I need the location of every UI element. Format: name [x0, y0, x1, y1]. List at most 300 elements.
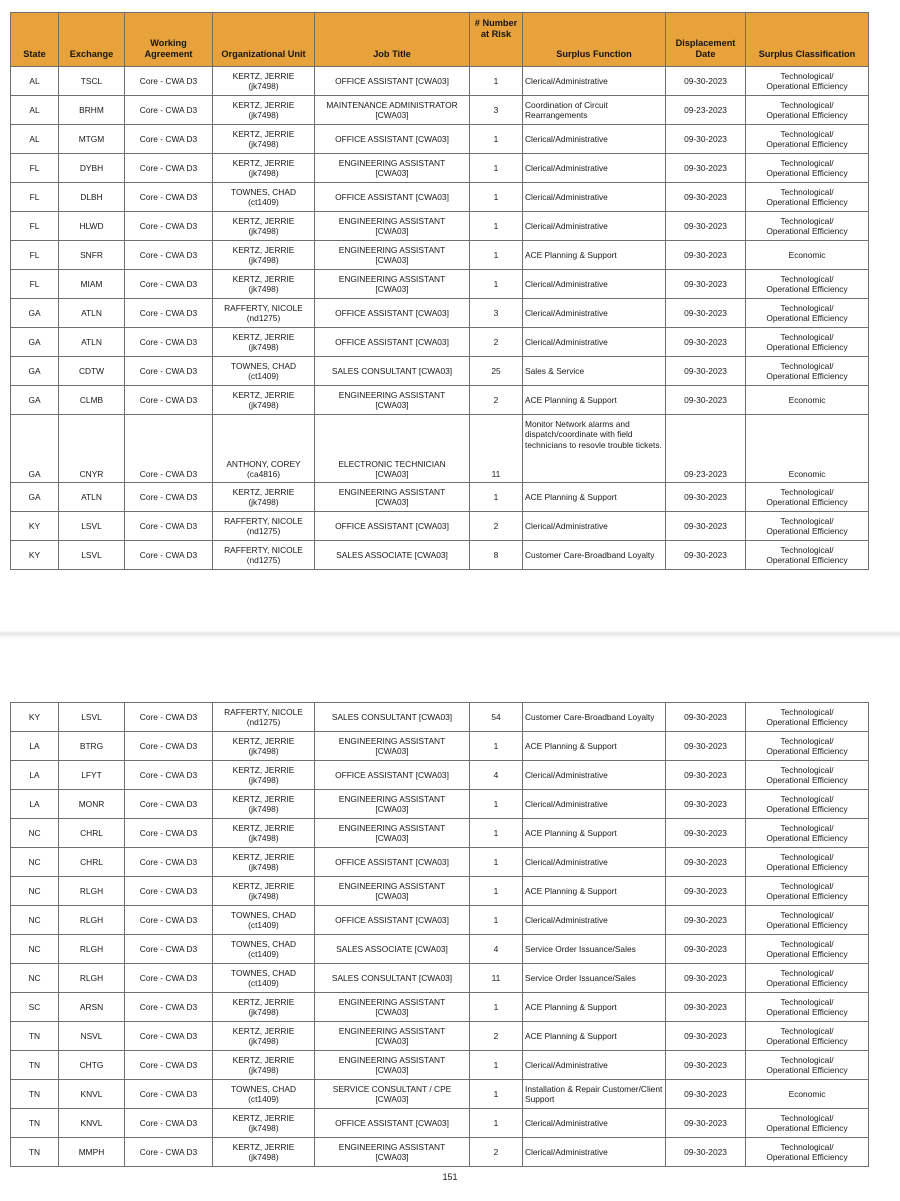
- surplus-function-text: ACE Planning & Support: [525, 827, 617, 838]
- cell-organizational-unit: [213, 67, 315, 96]
- cell-surplus-classification: [746, 848, 869, 877]
- cell-number-at-risk: 3: [470, 299, 523, 328]
- cell-working-agreement: Core - CWA D3: [125, 212, 213, 241]
- job-title-line1: OFFICE ASSISTANT [CWA03]: [335, 769, 449, 780]
- cell-number-at-risk: 1: [470, 125, 523, 154]
- cell-organizational-unit: [213, 1022, 315, 1051]
- surplus-function-text: Service Order Issuance/Sales: [525, 972, 636, 983]
- surplus-classification-line1: Technological/: [780, 273, 834, 284]
- org-unit-id: (jk7498): [248, 1007, 279, 1017]
- org-unit-name: TOWNES, CHAD: [231, 1083, 296, 1094]
- cell-surplus-classification: [746, 790, 869, 819]
- table-row: [11, 1080, 869, 1109]
- cell-working-agreement: Core - CWA D3: [125, 1138, 213, 1167]
- cell-organizational-unit: [213, 964, 315, 993]
- cell-displacement-date: 09-23-2023: [666, 415, 746, 483]
- surplus-classification-line2: Operational Efficiency: [766, 717, 848, 727]
- job-title-line2: [CWA03]: [375, 1036, 409, 1046]
- cell-organizational-unit: [213, 848, 315, 877]
- cell-exchange: RLGH: [59, 877, 125, 906]
- cell-surplus-classification: [746, 96, 869, 125]
- org-unit-name: KERTZ, JERRIE: [232, 331, 295, 342]
- surplus-classification-line1: Technological/: [780, 99, 834, 110]
- org-unit-id: (nd1275): [246, 717, 281, 727]
- cell-job-title: [315, 299, 470, 328]
- cell-displacement-date: 09-30-2023: [666, 732, 746, 761]
- cell-displacement-date: 09-30-2023: [666, 183, 746, 212]
- table-row: [11, 415, 869, 483]
- cell-surplus-classification: [746, 1051, 869, 1080]
- cell-surplus-classification: [746, 270, 869, 299]
- surplus-classification-line1: Technological/: [780, 909, 834, 920]
- cell-exchange: CHRL: [59, 819, 125, 848]
- column-header-displacement-date: [666, 13, 746, 67]
- cell-surplus-classification: [746, 935, 869, 964]
- column-header-number-at-risk-line1: # Number: [474, 18, 518, 28]
- surplus-classification-line2: Operational Efficiency: [766, 555, 848, 565]
- org-unit-name: TOWNES, CHAD: [231, 360, 296, 371]
- column-header-number-at-risk-line2: at Risk: [480, 28, 512, 39]
- table-row: [11, 790, 869, 819]
- cell-organizational-unit: [213, 1051, 315, 1080]
- cell-state: TN: [11, 1138, 59, 1167]
- cell-surplus-classification: [746, 541, 869, 570]
- cell-surplus-classification: [746, 483, 869, 512]
- cell-working-agreement: Core - CWA D3: [125, 906, 213, 935]
- column-header-state: State: [11, 13, 59, 67]
- surplus-classification-line1: Economic: [788, 468, 826, 479]
- org-unit-id: (jk7498): [248, 1065, 279, 1075]
- org-unit-id: (ct1409): [248, 197, 279, 207]
- table-row: [11, 703, 869, 732]
- cell-state: FL: [11, 154, 59, 183]
- cell-surplus-function: [523, 1109, 666, 1138]
- page-number: 151: [442, 1172, 458, 1182]
- cell-surplus-classification: [746, 67, 869, 96]
- job-title-line1: ENGINEERING ASSISTANT: [338, 244, 446, 255]
- cell-working-agreement: Core - CWA D3: [125, 270, 213, 299]
- org-unit-name: KERTZ, JERRIE: [232, 764, 295, 775]
- cell-exchange: ARSN: [59, 993, 125, 1022]
- surplus-classification-line2: Operational Efficiency: [766, 978, 848, 988]
- cell-state: GA: [11, 357, 59, 386]
- column-header-displacement-date-line1: Displacement: [675, 38, 736, 49]
- table-row: [11, 483, 869, 512]
- job-title-line1: ENGINEERING ASSISTANT: [338, 822, 446, 833]
- surplus-classification-line2: Operational Efficiency: [766, 775, 848, 785]
- cell-job-title: [315, 386, 470, 415]
- cell-number-at-risk: 2: [470, 386, 523, 415]
- org-unit-id: (jk7498): [248, 804, 279, 814]
- cell-number-at-risk: 1: [470, 993, 523, 1022]
- surplus-classification-line1: Technological/: [780, 822, 834, 833]
- cell-working-agreement: Core - CWA D3: [125, 541, 213, 570]
- cell-exchange: MIAM: [59, 270, 125, 299]
- job-title-line1: SERVICE CONSULTANT / CPE: [332, 1083, 452, 1094]
- cell-working-agreement: Core - CWA D3: [125, 1080, 213, 1109]
- cell-working-agreement: Core - CWA D3: [125, 328, 213, 357]
- job-title-line1: OFFICE ASSISTANT [CWA03]: [335, 914, 449, 925]
- job-title-line1: SALES ASSOCIATE [CWA03]: [336, 549, 448, 560]
- cell-job-title: [315, 703, 470, 732]
- table-header: [11, 13, 869, 67]
- table-row: [11, 270, 869, 299]
- cell-displacement-date: 09-30-2023: [666, 541, 746, 570]
- cell-exchange: ATLN: [59, 328, 125, 357]
- job-title-line2: [CWA03]: [375, 468, 409, 479]
- job-title-line2: [CWA03]: [375, 284, 409, 294]
- cell-exchange: RLGH: [59, 964, 125, 993]
- cell-surplus-function: [523, 964, 666, 993]
- surplus-function-text: ACE Planning & Support: [525, 1001, 617, 1012]
- org-unit-name: KERTZ, JERRIE: [232, 273, 295, 284]
- job-title-line2: [CWA03]: [375, 226, 409, 236]
- org-unit-name: KERTZ, JERRIE: [232, 244, 295, 255]
- org-unit-name: TOWNES, CHAD: [231, 967, 296, 978]
- surplus-function-text: Installation & Repair Customer/Client Support: [525, 1083, 663, 1104]
- table-body-two: [11, 703, 869, 1167]
- column-header-surplus-classification: Surplus Classification: [746, 13, 869, 67]
- cell-surplus-function: [523, 386, 666, 415]
- cell-surplus-function: [523, 1080, 666, 1109]
- cell-working-agreement: Core - CWA D3: [125, 790, 213, 819]
- cell-number-at-risk: 1: [470, 154, 523, 183]
- cell-surplus-function: [523, 183, 666, 212]
- cell-state: AL: [11, 125, 59, 154]
- cell-surplus-function: [523, 935, 666, 964]
- cell-exchange: BRHM: [59, 96, 125, 125]
- surplus-classification-line2: Operational Efficiency: [766, 526, 848, 536]
- cell-displacement-date: 09-30-2023: [666, 154, 746, 183]
- cell-surplus-classification: [746, 906, 869, 935]
- job-title-line1: ENGINEERING ASSISTANT: [338, 1054, 446, 1065]
- cell-state: NC: [11, 877, 59, 906]
- job-title-line1: ELECTRONIC TECHNICIAN: [338, 458, 446, 469]
- cell-displacement-date: 09-30-2023: [666, 935, 746, 964]
- cell-number-at-risk: 1: [470, 906, 523, 935]
- cell-exchange: DLBH: [59, 183, 125, 212]
- cell-organizational-unit: [213, 183, 315, 212]
- cell-displacement-date: 09-30-2023: [666, 993, 746, 1022]
- cell-job-title: [315, 357, 470, 386]
- org-unit-name: KERTZ, JERRIE: [232, 793, 295, 804]
- cell-number-at-risk: 1: [470, 241, 523, 270]
- cell-job-title: [315, 183, 470, 212]
- job-title-line1: ENGINEERING ASSISTANT: [338, 1025, 446, 1036]
- table-row: [11, 212, 869, 241]
- cell-working-agreement: Core - CWA D3: [125, 993, 213, 1022]
- cell-exchange: LSVL: [59, 512, 125, 541]
- surplus-function-text: ACE Planning & Support: [525, 394, 617, 405]
- surplus-function-text: Customer Care-Broadband Loyalty: [525, 549, 655, 560]
- org-unit-id: (jk7498): [248, 168, 279, 178]
- surplus-classification-line2: Operational Efficiency: [766, 110, 848, 120]
- org-unit-name: RAFFERTY, NICOLE: [224, 515, 303, 526]
- org-unit-name: KERTZ, JERRIE: [232, 1141, 295, 1152]
- surplus-classification-line2: Operational Efficiency: [766, 833, 848, 843]
- table-row: [11, 183, 869, 212]
- job-title-line1: ENGINEERING ASSISTANT: [338, 880, 446, 891]
- job-title-line1: ENGINEERING ASSISTANT: [338, 273, 446, 284]
- surplus-classification-line1: Technological/: [780, 331, 834, 342]
- table-row: [11, 848, 869, 877]
- org-unit-name: KERTZ, JERRIE: [232, 822, 295, 833]
- surplus-classification-line1: Technological/: [780, 938, 834, 949]
- job-title-line2: [CWA03]: [375, 833, 409, 843]
- job-title-line1: SALES CONSULTANT [CWA03]: [331, 711, 453, 722]
- cell-number-at-risk: 1: [470, 270, 523, 299]
- surplus-classification-line1: Technological/: [780, 360, 834, 371]
- cell-number-at-risk: 2: [470, 1022, 523, 1051]
- cell-surplus-classification: [746, 732, 869, 761]
- table-row: [11, 1109, 869, 1138]
- cell-displacement-date: 09-23-2023: [666, 96, 746, 125]
- surplus-function-text: Clerical/Administrative: [525, 191, 608, 202]
- cell-number-at-risk: 1: [470, 67, 523, 96]
- header-row: [11, 13, 869, 67]
- cell-job-title: [315, 67, 470, 96]
- cell-surplus-function: [523, 357, 666, 386]
- table-row: [11, 964, 869, 993]
- cell-surplus-function: [523, 732, 666, 761]
- cell-displacement-date: 09-30-2023: [666, 877, 746, 906]
- cell-state: LA: [11, 761, 59, 790]
- surplus-function-text: ACE Planning & Support: [525, 1030, 617, 1041]
- surplus-classification-line1: Technological/: [780, 764, 834, 775]
- cell-surplus-function: [523, 819, 666, 848]
- cell-working-agreement: Core - CWA D3: [125, 761, 213, 790]
- cell-organizational-unit: [213, 357, 315, 386]
- org-unit-name: KERTZ, JERRIE: [232, 880, 295, 891]
- cell-exchange: RLGH: [59, 906, 125, 935]
- org-unit-name: KERTZ, JERRIE: [232, 128, 295, 139]
- cell-displacement-date: 09-30-2023: [666, 328, 746, 357]
- cell-number-at-risk: 1: [470, 483, 523, 512]
- cell-surplus-classification: [746, 761, 869, 790]
- org-unit-name: RAFFERTY, NICOLE: [224, 544, 303, 555]
- cell-state: LA: [11, 732, 59, 761]
- cell-job-title: [315, 819, 470, 848]
- cell-surplus-function: [523, 848, 666, 877]
- cell-surplus-function: [523, 1051, 666, 1080]
- surplus-classification-line2: Operational Efficiency: [766, 862, 848, 872]
- job-title-line1: OFFICE ASSISTANT [CWA03]: [335, 336, 449, 347]
- cell-displacement-date: 09-30-2023: [666, 848, 746, 877]
- cell-displacement-date: 09-30-2023: [666, 761, 746, 790]
- cell-organizational-unit: [213, 386, 315, 415]
- cell-organizational-unit: [213, 241, 315, 270]
- cell-organizational-unit: [213, 1138, 315, 1167]
- cell-exchange: CHTG: [59, 1051, 125, 1080]
- surplus-classification-line2: Operational Efficiency: [766, 197, 848, 207]
- table-row: [11, 1138, 869, 1167]
- surplus-classification-line1: Technological/: [780, 793, 834, 804]
- cell-surplus-classification: [746, 125, 869, 154]
- cell-state: KY: [11, 703, 59, 732]
- column-header-number-at-risk: [470, 13, 523, 67]
- surplus-table: [10, 12, 869, 570]
- cell-organizational-unit: [213, 877, 315, 906]
- job-title-line2: [CWA03]: [375, 804, 409, 814]
- table-row: [11, 761, 869, 790]
- cell-surplus-classification: [746, 512, 869, 541]
- surplus-function-text: Customer Care-Broadband Loyalty: [525, 711, 655, 722]
- surplus-function-text: ACE Planning & Support: [525, 491, 617, 502]
- surplus-function-text: Clerical/Administrative: [525, 278, 608, 289]
- cell-exchange: CNYR: [59, 415, 125, 483]
- surplus-classification-line1: Technological/: [780, 486, 834, 497]
- cell-surplus-classification: [746, 154, 869, 183]
- job-title-line1: ENGINEERING ASSISTANT: [338, 215, 446, 226]
- surplus-classification-line2: Operational Efficiency: [766, 1065, 848, 1075]
- job-title-line1: MAINTENANCE ADMINISTRATOR: [326, 99, 458, 110]
- cell-state: KY: [11, 541, 59, 570]
- cell-state: GA: [11, 328, 59, 357]
- org-unit-id: (jk7498): [248, 1036, 279, 1046]
- cell-state: LA: [11, 790, 59, 819]
- cell-surplus-classification: [746, 877, 869, 906]
- cell-exchange: ATLN: [59, 483, 125, 512]
- cell-number-at-risk: 1: [470, 212, 523, 241]
- cell-number-at-risk: 2: [470, 328, 523, 357]
- surplus-classification-line1: Economic: [788, 249, 826, 260]
- cell-displacement-date: 09-30-2023: [666, 125, 746, 154]
- org-unit-id: (jk7498): [248, 110, 279, 120]
- cell-surplus-function: [523, 703, 666, 732]
- cell-displacement-date: 09-30-2023: [666, 67, 746, 96]
- cell-displacement-date: 09-30-2023: [666, 241, 746, 270]
- cell-job-title: [315, 1022, 470, 1051]
- cell-surplus-classification: [746, 415, 869, 483]
- surplus-function-text: ACE Planning & Support: [525, 740, 617, 751]
- cell-state: NC: [11, 819, 59, 848]
- org-unit-id: (ct1409): [248, 1094, 279, 1104]
- cell-organizational-unit: [213, 483, 315, 512]
- org-unit-name: KERTZ, JERRIE: [232, 215, 295, 226]
- cell-surplus-classification: [746, 1138, 869, 1167]
- org-unit-name: TOWNES, CHAD: [231, 909, 296, 920]
- surplus-classification-line1: Technological/: [780, 157, 834, 168]
- table-row: [11, 906, 869, 935]
- cell-job-title: [315, 96, 470, 125]
- org-unit-id: (jk7498): [248, 1123, 279, 1133]
- org-unit-id: (ca4816): [246, 468, 281, 479]
- org-unit-id: (jk7498): [248, 497, 279, 507]
- cell-exchange: ATLN: [59, 299, 125, 328]
- org-unit-name: KERTZ, JERRIE: [232, 70, 295, 81]
- table-row: [11, 241, 869, 270]
- surplus-function-text: Sales & Service: [525, 365, 585, 376]
- org-unit-id: (jk7498): [248, 139, 279, 149]
- table-body-one: [11, 67, 869, 570]
- cell-organizational-unit: [213, 935, 315, 964]
- cell-exchange: NSVL: [59, 1022, 125, 1051]
- job-title-line2: [CWA03]: [375, 746, 409, 756]
- surplus-classification-line1: Technological/: [780, 1054, 834, 1065]
- cell-working-agreement: Core - CWA D3: [125, 512, 213, 541]
- cell-job-title: [315, 212, 470, 241]
- cell-surplus-classification: [746, 703, 869, 732]
- cell-job-title: [315, 415, 470, 483]
- surplus-classification-line1: Technological/: [780, 996, 834, 1007]
- job-title-line1: SALES CONSULTANT [CWA03]: [331, 972, 453, 983]
- cell-working-agreement: Core - CWA D3: [125, 1022, 213, 1051]
- surplus-classification-line1: Economic: [788, 394, 826, 405]
- cell-organizational-unit: [213, 1080, 315, 1109]
- surplus-classification-line2: Operational Efficiency: [766, 497, 848, 507]
- surplus-function-text: Clerical/Administrative: [525, 162, 608, 173]
- surplus-function-text: ACE Planning & Support: [525, 249, 617, 260]
- org-unit-id: (jk7498): [248, 891, 279, 901]
- cell-surplus-classification: [746, 328, 869, 357]
- surplus-classification-line1: Technological/: [780, 1025, 834, 1036]
- cell-surplus-function: [523, 790, 666, 819]
- cell-exchange: KNVL: [59, 1109, 125, 1138]
- cell-surplus-function: [523, 906, 666, 935]
- cell-surplus-classification: [746, 357, 869, 386]
- org-unit-name: KERTZ, JERRIE: [232, 157, 295, 168]
- cell-job-title: [315, 935, 470, 964]
- cell-surplus-function: [523, 241, 666, 270]
- cell-state: FL: [11, 212, 59, 241]
- cell-surplus-function: [523, 993, 666, 1022]
- cell-exchange: DYBH: [59, 154, 125, 183]
- job-title-line1: SALES CONSULTANT [CWA03]: [331, 365, 453, 376]
- cell-job-title: [315, 125, 470, 154]
- org-unit-id: (jk7498): [248, 1152, 279, 1162]
- cell-working-agreement: Core - CWA D3: [125, 241, 213, 270]
- cell-number-at-risk: 1: [470, 1080, 523, 1109]
- surplus-classification-line1: Technological/: [780, 706, 834, 717]
- cell-surplus-classification: [746, 299, 869, 328]
- surplus-function-text: Clerical/Administrative: [525, 520, 608, 531]
- cell-job-title: [315, 993, 470, 1022]
- surplus-table-block-one: [10, 12, 868, 570]
- cell-exchange: LFYT: [59, 761, 125, 790]
- column-header-displacement-date-line2: Date: [695, 49, 716, 60]
- org-unit-name: KERTZ, JERRIE: [232, 1025, 295, 1036]
- surplus-classification-line2: Operational Efficiency: [766, 313, 848, 323]
- cell-state: SC: [11, 993, 59, 1022]
- cell-organizational-unit: [213, 125, 315, 154]
- surplus-table-continued: [10, 702, 869, 1167]
- cell-organizational-unit: [213, 703, 315, 732]
- cell-number-at-risk: 25: [470, 357, 523, 386]
- job-title-line1: OFFICE ASSISTANT [CWA03]: [335, 191, 449, 202]
- job-title-line2: [CWA03]: [375, 1152, 409, 1162]
- cell-number-at-risk: 1: [470, 848, 523, 877]
- cell-working-agreement: Core - CWA D3: [125, 483, 213, 512]
- cell-exchange: RLGH: [59, 935, 125, 964]
- surplus-classification-line2: Operational Efficiency: [766, 949, 848, 959]
- cell-number-at-risk: 4: [470, 761, 523, 790]
- cell-working-agreement: Core - CWA D3: [125, 96, 213, 125]
- cell-displacement-date: 09-30-2023: [666, 790, 746, 819]
- surplus-classification-line1: Technological/: [780, 1112, 834, 1123]
- org-unit-id: (jk7498): [248, 862, 279, 872]
- org-unit-name: KERTZ, JERRIE: [232, 389, 295, 400]
- job-title-line2: [CWA03]: [375, 1094, 409, 1104]
- surplus-function-text: Clerical/Administrative: [525, 336, 608, 347]
- org-unit-id: (nd1275): [246, 555, 281, 565]
- cell-organizational-unit: [213, 96, 315, 125]
- column-header-organizational-unit: Organizational Unit: [213, 13, 315, 67]
- cell-state: AL: [11, 67, 59, 96]
- cell-state: NC: [11, 848, 59, 877]
- cell-job-title: [315, 906, 470, 935]
- cell-exchange: BTRG: [59, 732, 125, 761]
- cell-working-agreement: Core - CWA D3: [125, 877, 213, 906]
